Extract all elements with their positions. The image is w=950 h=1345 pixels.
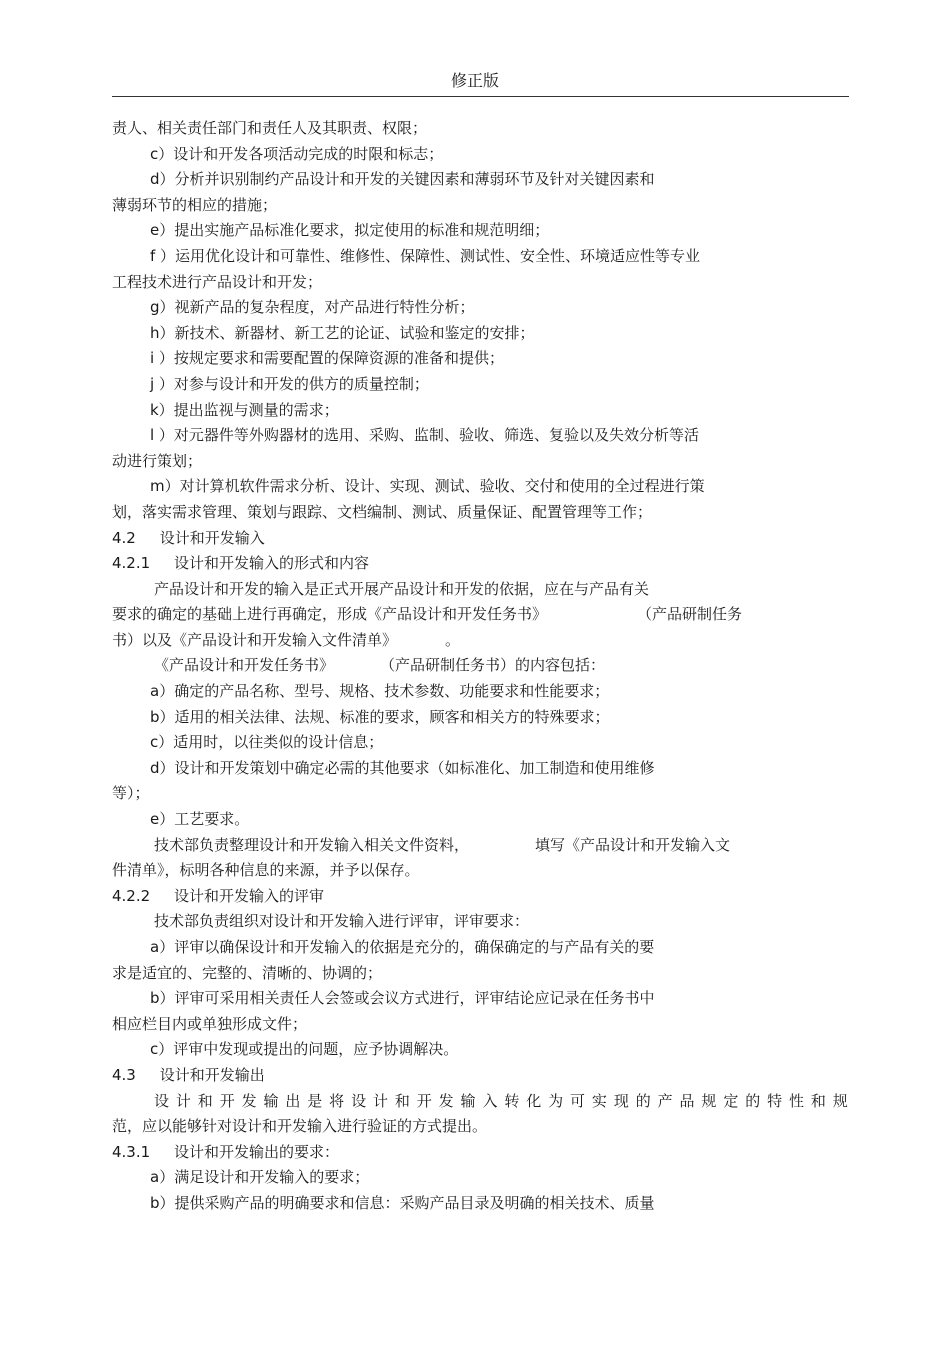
list-item-c: c）设计和开发各项活动完成的时限和标志； — [150, 144, 444, 163]
text-segment: 《产品设计和开发任务书》 — [154, 656, 335, 675]
list-item-a: a）评审以确保设计和开发输入的依据是充分的，确保确定的与产品有关的要 — [150, 938, 655, 956]
list-item-a: a）确定的产品名称、型号、规格、技术参数、功能要求和性能要求； — [150, 682, 610, 701]
text-segment: 技术部负责整理设计和开发输入相关文件资料， — [154, 835, 470, 854]
page-header: 修正版 — [450, 71, 499, 90]
paragraph-line — [112, 833, 849, 859]
document-body — [112, 116, 849, 1217]
section-heading-4-3-1: 4.3.1 设计和开发输出的要求： — [112, 1142, 340, 1161]
text-line: 等）； — [112, 784, 150, 803]
list-item-c: c）评审中发现或提出的问题，应予协调解决。 — [150, 1040, 459, 1059]
list-item-e: e）工艺要求。 — [150, 810, 250, 829]
list-item-b: b）适用的相关法律、法规、标准的要求，顾客和相关方的特殊要求； — [150, 707, 610, 726]
list-item-a: a）满足设计和开发输入的要求； — [150, 1168, 370, 1187]
text-line: 薄弱环节的相应的措施； — [112, 195, 278, 214]
text-line: 工程技术进行产品设计和开发； — [112, 272, 323, 291]
paragraph-line: 产品设计和开发的输入是正式开展产品设计和开发的依据，应在与产品有关 — [154, 579, 650, 598]
list-item-d: d）分析并识别制约产品设计和开发的关键因素和薄弱环节及针对关键因素和 — [150, 170, 655, 189]
text-line: 相应栏目内或单独形成文件； — [112, 1014, 308, 1033]
section-heading-4-3: 4.3 设计和开发输出 — [112, 1065, 265, 1084]
list-item-g: g）视新产品的复杂程度，对产品进行特性分析； — [150, 298, 475, 317]
text-segment: （产品研制任务 — [637, 605, 743, 624]
section-heading-4-2-2: 4.2.2 设计和开发输入的评审 — [112, 886, 325, 905]
list-item-f: f ）运用优化设计和可靠性、维修性、保障性、测试性、安全性、环境适应性等专业 — [150, 246, 701, 265]
paragraph-line: 设计和开发输出是将设计和开发输入转化为可实现的产品规定的特性和规 — [154, 1091, 849, 1110]
paragraph-line — [112, 602, 849, 628]
text-line: 划，落实需求管理、策划与跟踪、文档编制、测试、质量保证、配置管理等工作； — [112, 502, 653, 521]
text-line: 动进行策划； — [112, 451, 203, 470]
list-item-b: b）提供采购产品的明确要求和信息：采购产品目录及明确的相关技术、质量 — [150, 1193, 655, 1212]
text-segment: 。 — [445, 630, 461, 649]
list-item-c: c）适用时，以往类似的设计信息； — [150, 733, 384, 752]
list-item-j: j ）对参与设计和开发的供方的质量控制； — [150, 374, 429, 393]
text-line: 责人、相关责任部门和责任人及其职责、权限； — [112, 119, 428, 137]
list-item-k: k）提出监视与测量的需求； — [150, 400, 339, 419]
list-item-b: b）评审可采用相关责任人会签或会议方式进行，评审结论应记录在任务书中 — [150, 989, 655, 1008]
paragraph-line: 范，应以能够针对设计和开发输入进行验证的方式提出。 — [112, 1117, 488, 1136]
list-item-i: i ）按规定要求和需要配置的保障资源的准备和提供； — [150, 349, 504, 368]
text-segment: 书）以及《产品设计和开发输入文件清单》 — [112, 630, 398, 649]
list-item-d: d）设计和开发策划中确定必需的其他要求（如标准化、加工制造和使用维修 — [150, 758, 655, 777]
paragraph-line: 件清单》，标明各种信息的来源，并予以保存。 — [112, 861, 420, 880]
section-heading-4-2-1: 4.2.1 设计和开发输入的形式和内容 — [112, 554, 370, 573]
list-item-h: h）新技术、新器材、新工艺的论证、试验和鉴定的安排； — [150, 323, 535, 342]
paragraph-line: 技术部负责组织对设计和开发输入进行评审，评审要求： — [154, 912, 530, 931]
text-segment: 要求的确定的基础上进行再确定，形成《产品设计和开发任务书》 — [112, 605, 548, 624]
text-line: 求是适宜的、完整的、清晰的、协调的； — [112, 963, 383, 982]
paragraph-line — [112, 628, 849, 654]
text-segment: （产品研制任务书）的内容包括： — [380, 656, 606, 675]
list-item-l: l ）对元器件等外购器材的选用、采购、监制、验收、筛选、复验以及失效分析等活 — [150, 426, 699, 445]
header-rule — [112, 96, 849, 97]
text-segment: 填写《产品设计和开发输入文 — [535, 835, 731, 854]
paragraph-line — [112, 653, 849, 679]
list-item-m: m）对计算机软件需求分析、设计、实现、测试、验收、交付和使用的全过程进行策 — [150, 477, 705, 496]
section-heading-4-2: 4.2 设计和开发输入 — [112, 528, 265, 547]
list-item-e: e）提出实施产品标准化要求，拟定使用的标准和规范明细； — [150, 221, 550, 240]
